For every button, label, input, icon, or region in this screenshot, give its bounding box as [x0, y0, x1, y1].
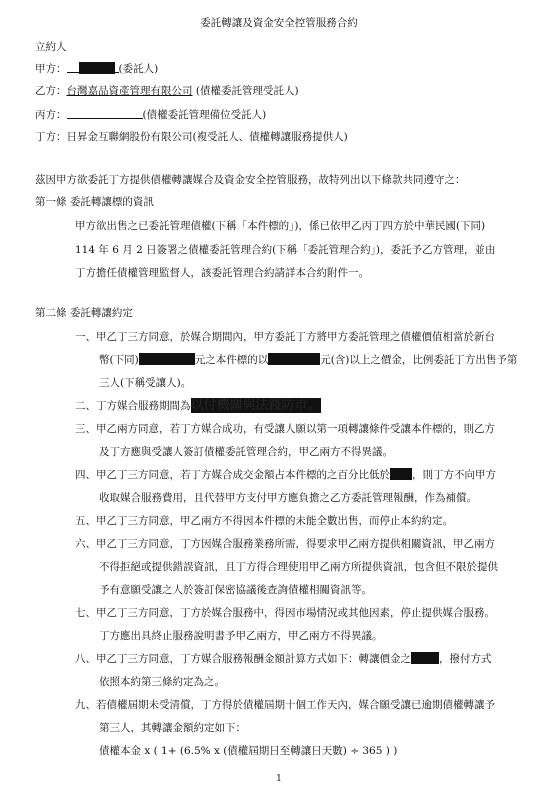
clause-6-line-1: 六、甲乙丁三方同意，丁方因媒合服務業務所需，得要求甲乙兩方提供相關資訊，甲乙兩方: [75, 538, 495, 550]
clause-4-start: 四、甲乙丁三方同意，若丁方媒合成交金額占本件標的之百分比低於: [75, 469, 390, 481]
clause-4-end: ，則丁方不向甲方: [412, 469, 496, 481]
party-b-line: [35, 84, 299, 98]
party-label: 立約人: [35, 41, 67, 53]
party-a-blank: [67, 61, 79, 73]
party-a-line: [35, 61, 158, 76]
clause-7-line-2: 丁方應出具終止服務說明書予甲乙兩方，甲乙兩方不得異議。: [99, 630, 383, 642]
clause-2-line: [75, 399, 321, 413]
clause-8-start: 八、甲乙丁三方同意，丁方媒合服務報酬金額計算方式如下：轉讓價金之: [75, 653, 411, 665]
article-1-text-line-2: 114 年 6 月 2 日簽署之債權委託管理合約(下稱「委託管理合約」)，委託予乙方管理，並由: [75, 244, 496, 256]
party-b-prefix: 乙方：: [35, 85, 67, 97]
intro-paragraph: 茲因甲方欲委託丁方提供債權轉讓媒合及資金安全控管服務，故特列出以下條款共同遵守之：: [35, 174, 466, 186]
party-b-name: 台灣嘉品資產管理有限公司: [66, 85, 193, 97]
clause-8-line-1: [75, 652, 492, 666]
clause-5-line: 五、甲乙丁三方同意，甲乙兩方不得因本件標的未能全數出售，而停止本約約定。: [75, 515, 453, 527]
clause-1-price-redaction: [268, 353, 320, 365]
clause-1-line-3: 三人(下稱受讓人)。: [99, 377, 192, 389]
party-a-suffix: (委託人): [118, 63, 159, 75]
clause-1-end: 元(含)以上之價金，比例委託丁方出售予第: [320, 354, 518, 366]
party-c-line: [35, 107, 266, 122]
party-c-suffix: (債權委託管理備位受託人): [142, 109, 267, 121]
clause-6-line-2: 不得拒絕或提供錯誤資訊，且丁方得合理使用甲乙兩方所提供資訊，包含但不限於提供: [99, 561, 498, 573]
party-b-suffix: (債權委託管理受託人): [195, 85, 299, 97]
article-1-title: 第一條 委託轉讓標的資訊: [35, 196, 154, 208]
clause-3-line-2: 及丁方應與受讓人簽訂債權委託管理合約，甲乙兩方不得異議。: [99, 446, 393, 458]
clause-4-line-1: [75, 468, 496, 482]
clause-1-mid: 元之本件標的以: [194, 354, 269, 366]
clause-3-line-1: 三、甲乙兩方同意，若丁方媒合成功，有受讓人願以第一項轉讓條件受讓本件標的，則乙方: [75, 423, 495, 435]
clause-6-line-3: 予有意願受讓之人於簽訂保密協議後查詢債權相關資訊等。: [99, 584, 372, 596]
clause-4-line-2: 收取媒合服務費用，且代替甲方支付甲方應負擔之乙方委託管理報酬，作為補償。: [99, 492, 477, 504]
article-2-title: 第二條 委託轉讓約定: [35, 307, 133, 319]
clause-1-currency: 幣(下同): [99, 354, 139, 366]
clause-1-amount-redaction: [139, 353, 195, 365]
document-title: 委託轉讓及資金安全控管服務合約: [200, 17, 358, 29]
clause-1-line-1: 一、甲乙丁三方同意，於媒合期間內，甲方委託丁方將甲方委託管理之債權價值相當於新台: [75, 331, 495, 343]
clause-2-redacted-period: 以付機關與法錢防市。: [190, 398, 321, 413]
article-1-text-line-3: 丁方擔任債權管理監督人，該委託管理合約請詳本合約附件一。: [75, 267, 369, 279]
clause-7-line-1: 七、甲乙丁三方同意，丁方於媒合服務中，得因市場情況或其他因素，停止提供媒合服務。: [75, 607, 495, 619]
party-d-line: 丁方：日昇金互聯網股份有限公司(複受託人、債權轉讓服務提供人): [35, 131, 348, 143]
clause-8-line-2: 依照本約第三條約定為之。: [99, 676, 225, 688]
page-number: 1: [276, 774, 282, 784]
clause-4-percent-redaction: [390, 468, 412, 480]
clause-9-line-2: 第三人，其轉讓金額約定如下：: [99, 722, 246, 734]
party-c-prefix: 丙方：: [35, 109, 67, 121]
party-c-blank: [67, 107, 143, 119]
clause-9-line-1: 九、若債權屆期未受清償，丁方得於債權屆期十個工作天內，媒合願受讓已逾期債權轉讓予: [75, 699, 495, 711]
article-1-text-line-1: 甲方欲出售之已委託管理債權(下稱「本件標的」)，係已依甲乙丙丁四方於中華民國(下同): [75, 220, 486, 232]
party-a-redaction: [79, 62, 115, 74]
clause-8-fee-redaction: [411, 652, 439, 664]
clause-8-end: ，撥付方式: [439, 653, 492, 665]
clause-2-prefix: 二、丁方媒合服務期間為: [75, 400, 191, 412]
party-a-prefix: 甲方：: [35, 63, 67, 75]
clause-1-line-2: [99, 353, 517, 367]
clause-9-formula: 債權本金 x ( 1+ (6.5% x (債權屆期日至轉讓日天數) ÷ 365 ) ): [99, 745, 398, 757]
